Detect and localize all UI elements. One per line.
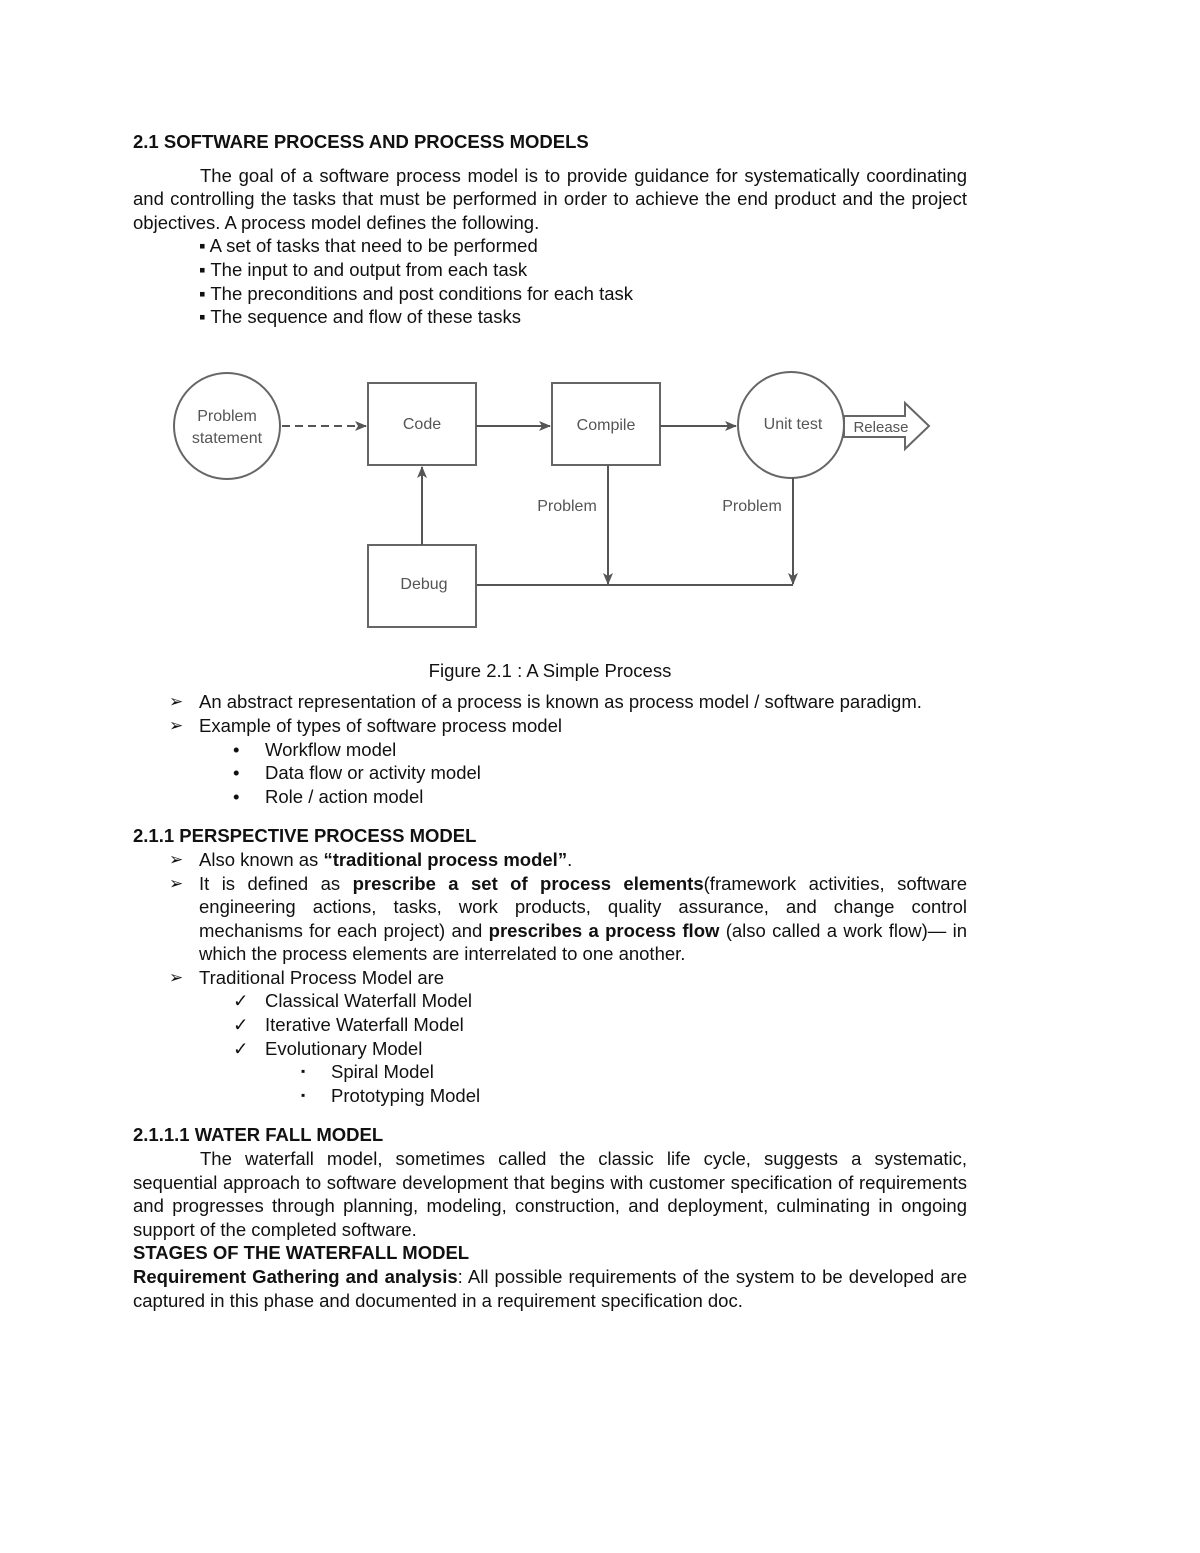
list-item: ➢ An abstract representation of a process is known as process model / software paradigm.	[169, 691, 922, 713]
dot-bullet-icon: •	[233, 785, 240, 807]
arrow-bullet-icon: ➢	[169, 967, 184, 987]
list-item: ✓ Evolutionary Model	[233, 1037, 423, 1059]
requirement-paragraph: Requirement Gathering and analysis: All possible requirements of the system to be developed are captured in this phase and documented in a requirement specification doc.	[133, 1266, 968, 1311]
traditional-models-list	[133, 989, 967, 1060]
arrow-bullet-icon: ➢	[169, 873, 184, 893]
checkmark-icon: ✓	[233, 1037, 249, 1059]
problem-statement-label-2: statement	[191, 429, 263, 447]
list-item: ✓ Classical Waterfall Model	[233, 990, 472, 1012]
section-heading-2-1-1: 2.1.1 PERSPECTIVE PROCESS MODEL	[133, 825, 477, 847]
list-item: • Role / action model	[233, 785, 424, 807]
list-item: ➢ Example of types of software process model	[169, 714, 562, 736]
list-item: ▪ The input to and output from each task	[199, 258, 528, 280]
checkmark-icon: ✓	[233, 1014, 249, 1036]
square-bullet-icon: ▪	[301, 1087, 306, 1102]
square-bullet-icon: ▪	[301, 1064, 306, 1079]
list-item: ➢ Also known as “traditional process model”.	[169, 848, 573, 870]
list-item: ▪ Spiral Model	[301, 1061, 434, 1083]
arrow-bullet-icon: ➢	[169, 715, 184, 735]
list-item: • Workflow model	[233, 738, 397, 760]
list-item: • Data flow or activity model	[233, 762, 481, 784]
figure-caption: Figure 2.1 : A Simple Process	[428, 659, 672, 681]
dot-bullet-icon: •	[233, 738, 240, 760]
process-flow-svg	[133, 345, 967, 645]
problem-label-right: Problem	[722, 497, 782, 515]
list-item: ▪ The preconditions and post conditions for each task	[199, 282, 634, 304]
waterfall-paragraph: The waterfall model, sometimes called the classic life cycle, suggests a systematic, sequential approach to software development that begins with customer specification of requirements and progresses through planning, modeling, construction, and deployment, culminating in ongoing support of the completed software.	[133, 1148, 967, 1240]
dot-bullet-icon: •	[233, 762, 240, 784]
arrow-bullet-icon: ➢	[169, 692, 184, 712]
problem-statement-node	[174, 373, 280, 479]
list-item: ✓ Iterative Waterfall Model	[233, 1014, 464, 1036]
process-model-definition-list	[133, 234, 967, 328]
list-item: ➢ Traditional Process Model are	[169, 966, 445, 988]
debug-label: Debug	[400, 575, 448, 593]
arrow-bullet-icon: ➢	[169, 849, 184, 869]
perspective-model-bullets	[133, 848, 967, 990]
evolutionary-models-list	[133, 1060, 967, 1107]
checkmark-icon: ✓	[233, 990, 249, 1012]
list-item: ▪ The sequence and flow of these tasks	[199, 306, 521, 328]
problem-label-left: Problem	[537, 497, 597, 515]
process-model-bullets	[133, 690, 967, 737]
document-page	[133, 130, 967, 1312]
release-label: Release	[853, 418, 909, 436]
stages-heading: STAGES OF THE WATERFALL MODEL	[133, 1242, 470, 1264]
problem-statement-label-1: Problem	[197, 407, 257, 425]
unit-test-label: Unit test	[763, 415, 823, 433]
list-item: ➢ It is defined as prescribe a set of process elements(framework activities, software engineering actions, tasks, work products, quality assurance, and change control mechanisms for each project) and prescribes a process flow (also called a work flow)— in which the process elements are interrelated to one another.	[169, 872, 967, 965]
simple-process-diagram	[133, 345, 967, 645]
compile-label: Compile	[576, 416, 636, 434]
list-item: ▪ Prototyping Model	[301, 1084, 481, 1106]
model-types-list	[133, 738, 967, 809]
code-label: Code	[402, 415, 442, 433]
section-heading-2-1: 2.1 SOFTWARE PROCESS AND PROCESS MODELS	[133, 131, 589, 152]
intro-paragraph: The goal of a software process model is to provide guidance for systematically coordinating and controlling the tasks that must be performed in order to achieve the end product and the project objectives. A process model defines the following.	[133, 164, 967, 233]
section-heading-2-1-1-1: 2.1.1.1 WATER FALL MODEL	[133, 1124, 384, 1146]
list-item: ▪ A set of tasks that need to be performed	[199, 235, 538, 257]
